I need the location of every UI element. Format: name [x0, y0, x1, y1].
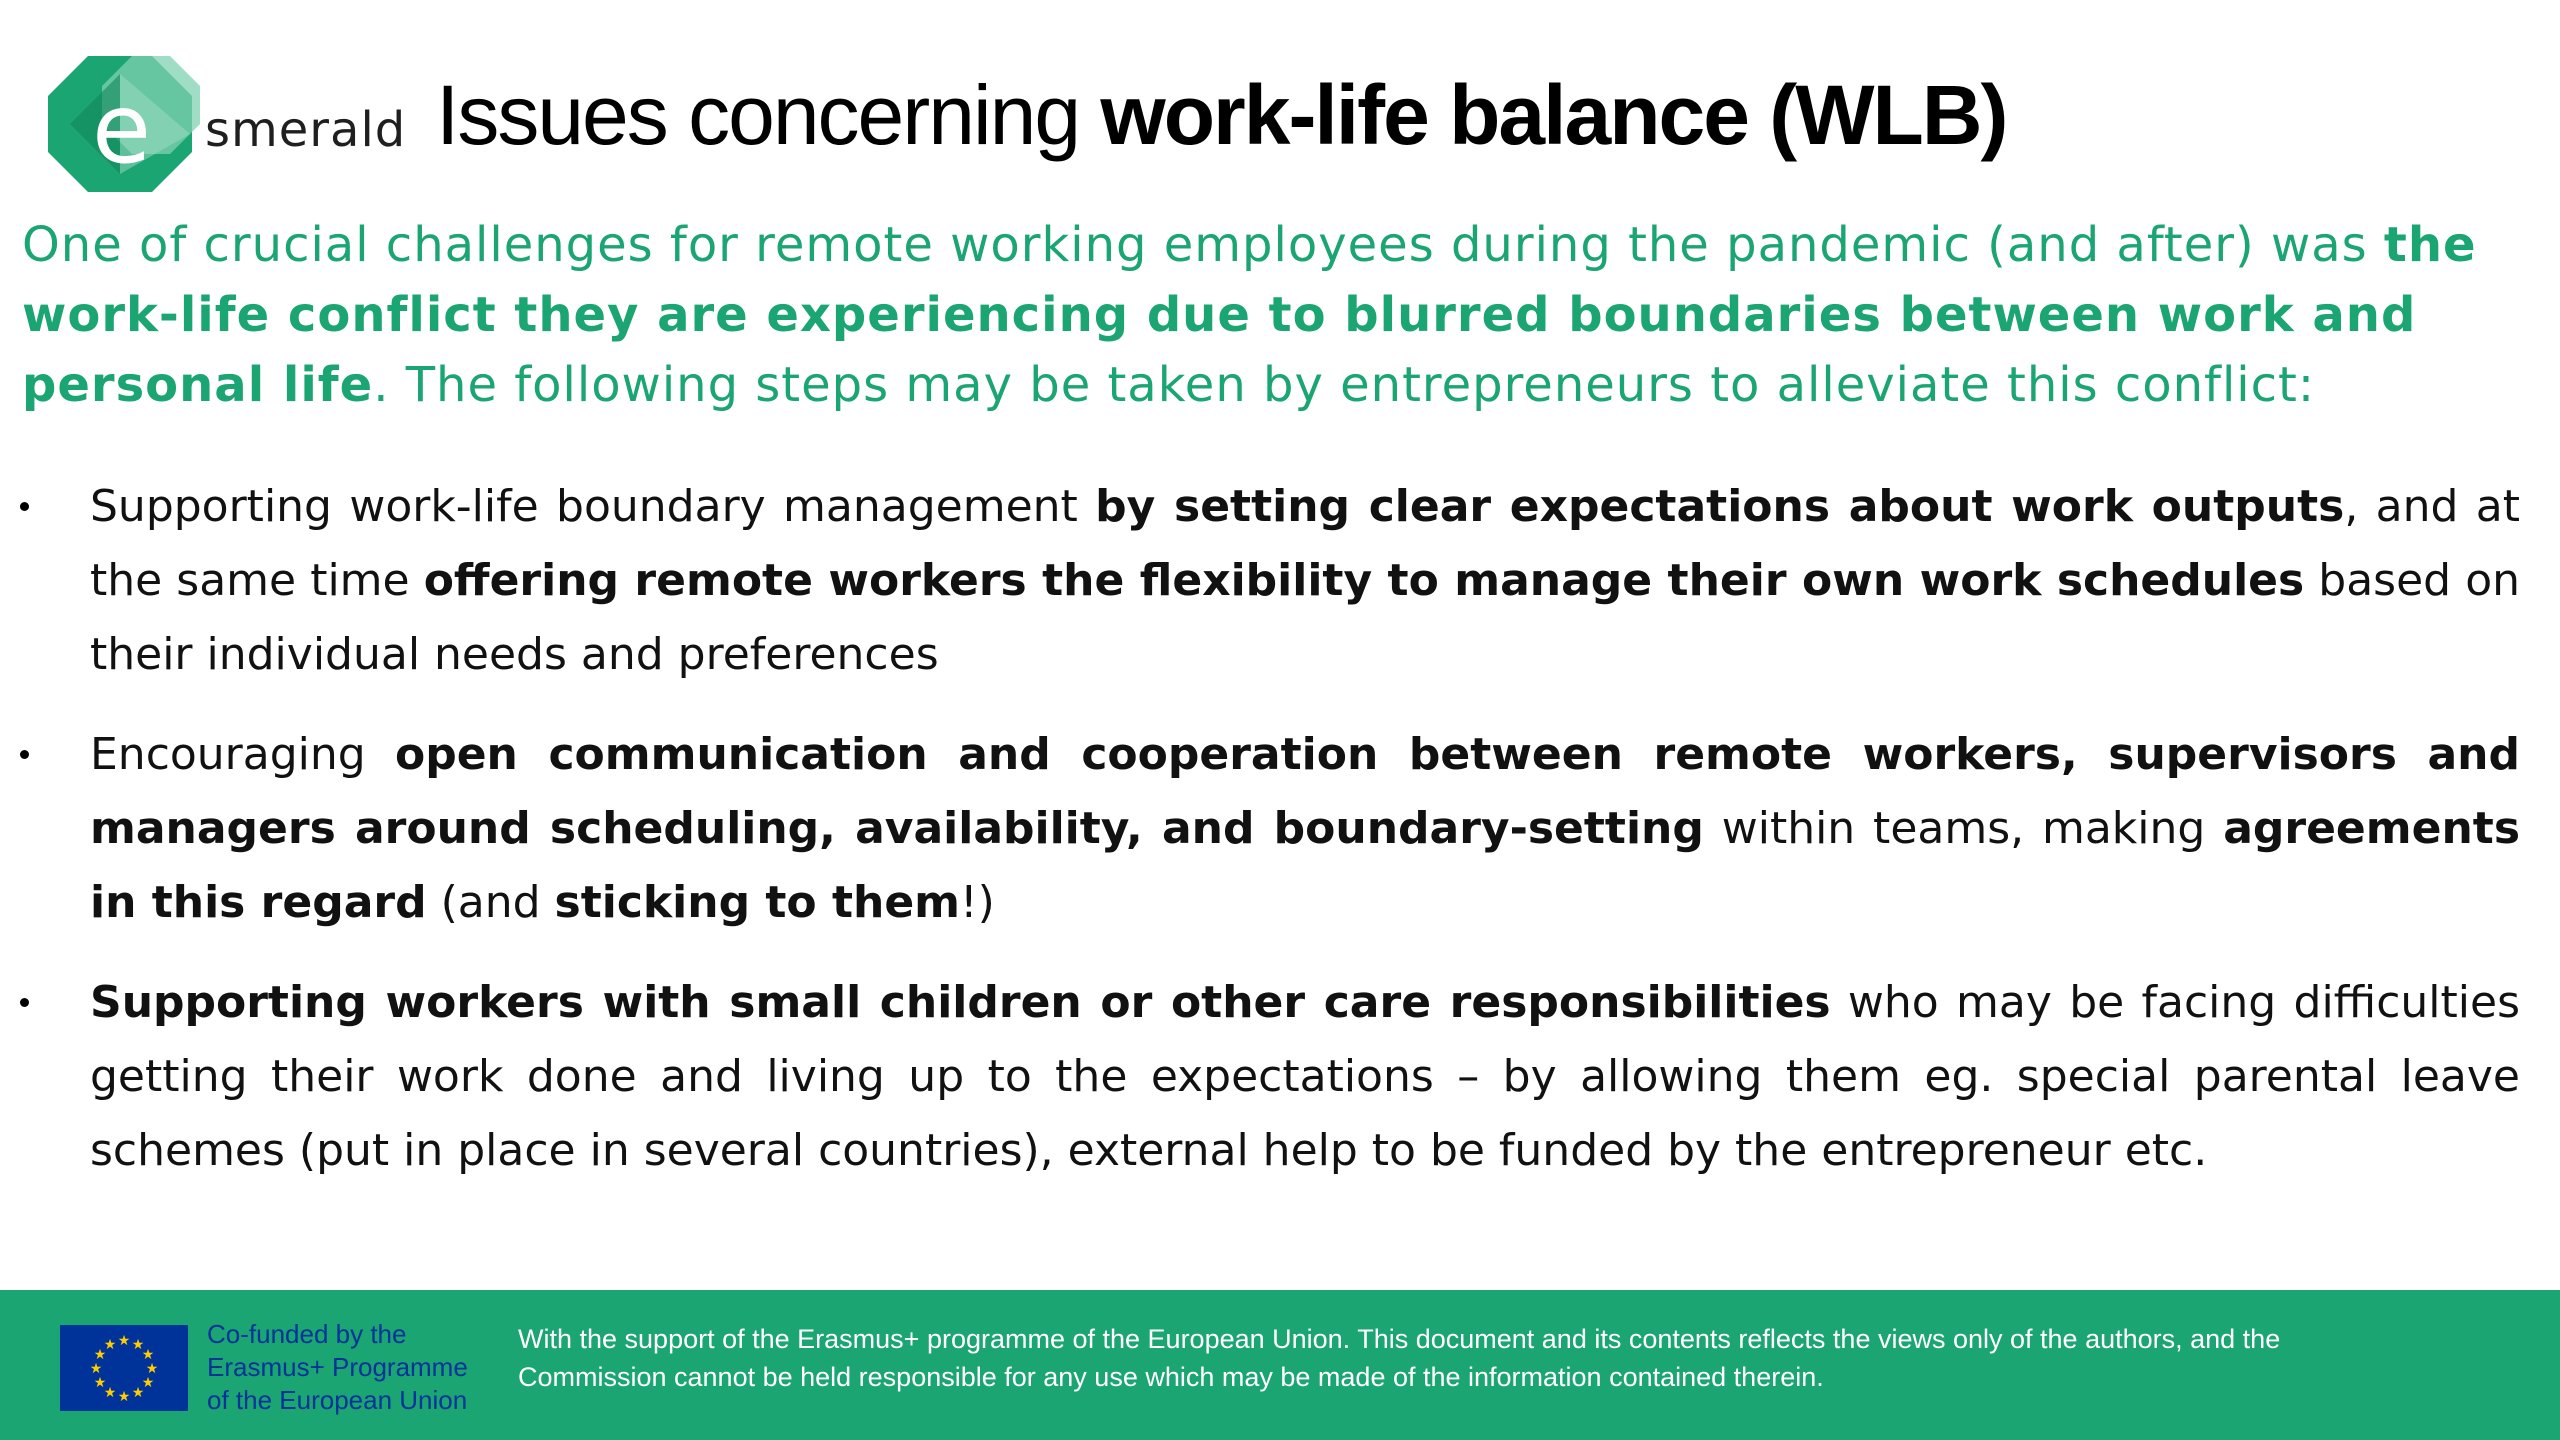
intro-bold-1: the work-life conflict they are experiencing due to blurred boundaries between work and personal life [22, 217, 2477, 413]
footer-bar [0, 1290, 2560, 1440]
bullet-3-bold-1: Supporting workers with small children or other care responsibilities [90, 977, 1831, 1028]
svg-text:★: ★ [141, 1347, 155, 1363]
bullet-2-text-4: !) [960, 877, 995, 928]
bullet-2-text-1: Encouraging [90, 729, 395, 780]
eu-flag-icon [60, 1325, 188, 1411]
bullet-1-bold-2: offering remote workers the flexibility to manage their own work schedules [423, 555, 2305, 606]
disclaimer-line: Commission cannot be held responsible for any use which may be made of the information contained therein. [518, 1362, 1824, 1392]
svg-text:★: ★ [103, 1385, 117, 1401]
bullet-2-text-2: within teams, making [1703, 803, 2224, 854]
bullet-1-bold-1: by setting clear expectations about work outputs [1095, 481, 2345, 532]
bullet-1-text-3: based on their individual needs and preferences [90, 555, 2520, 680]
svg-text:★: ★ [103, 1337, 117, 1353]
eu-line: Erasmus+ Programme [207, 1352, 468, 1382]
svg-text:★: ★ [131, 1337, 145, 1353]
title-normal: Issues concerning [436, 68, 1101, 162]
title-bold: work-life balance (WLB) [1100, 68, 2007, 162]
eu-cofunded-label [207, 1318, 487, 1417]
eu-line: of the European Union [207, 1385, 468, 1415]
bullet-2-text-3: (and [426, 877, 555, 928]
bullet-1-text-2: , and at the same time [90, 481, 2520, 606]
intro-text-2: . The following steps may be taken by entrepreneurs to alleviate this conflict: [373, 357, 2315, 413]
disclaimer-line: With the support of the Erasmus+ programme of the European Union. This document and its contents reflects the views only of the authors, and the [518, 1324, 2281, 1354]
list-item [0, 966, 2520, 1188]
bullet-icon [20, 998, 29, 1007]
bullet-icon [20, 502, 29, 511]
svg-text:★: ★ [117, 1333, 131, 1349]
svg-text:★: ★ [131, 1385, 145, 1401]
svg-text:★: ★ [93, 1375, 107, 1391]
bullet-2-bold-1: open communication and cooperation between remote workers, supervisors and managers around scheduling, availability, and boundary-setting [90, 729, 2520, 854]
bullet-icon [20, 750, 29, 759]
bullet-2-bold-2: agreements in this regard [90, 803, 2521, 928]
bullet-1-text-1: Supporting work-life boundary management [90, 481, 1096, 532]
list-item [0, 470, 2520, 692]
svg-text:★: ★ [145, 1361, 159, 1377]
disclaimer-text [518, 1320, 2518, 1396]
bullet-2-bold-3: sticking to them [554, 877, 961, 928]
slide-title [436, 60, 2007, 170]
bullet-3-text-1: who may be facing difficulties getting their work done and living up to the expectations – by allowing them eg. special parental leave schemes (put in place in several countries), external help to be funded by the entrepreneur etc. [90, 977, 2520, 1176]
svg-text:★: ★ [93, 1347, 107, 1363]
list-item [0, 718, 2520, 940]
logo-wordmark: smerald [205, 102, 407, 158]
svg-text:e: e [92, 73, 152, 185]
svg-text:★: ★ [141, 1375, 155, 1391]
bullet-list [0, 470, 2560, 1214]
svg-text:★: ★ [117, 1389, 131, 1405]
svg-text:★: ★ [89, 1361, 103, 1377]
eu-line: Co-funded by the [207, 1319, 407, 1349]
esmerald-logo [40, 44, 407, 204]
intro-text-1: One of crucial challenges for remote working employees during the pandemic (and after) was [22, 217, 2384, 273]
intro-paragraph [22, 210, 2552, 420]
